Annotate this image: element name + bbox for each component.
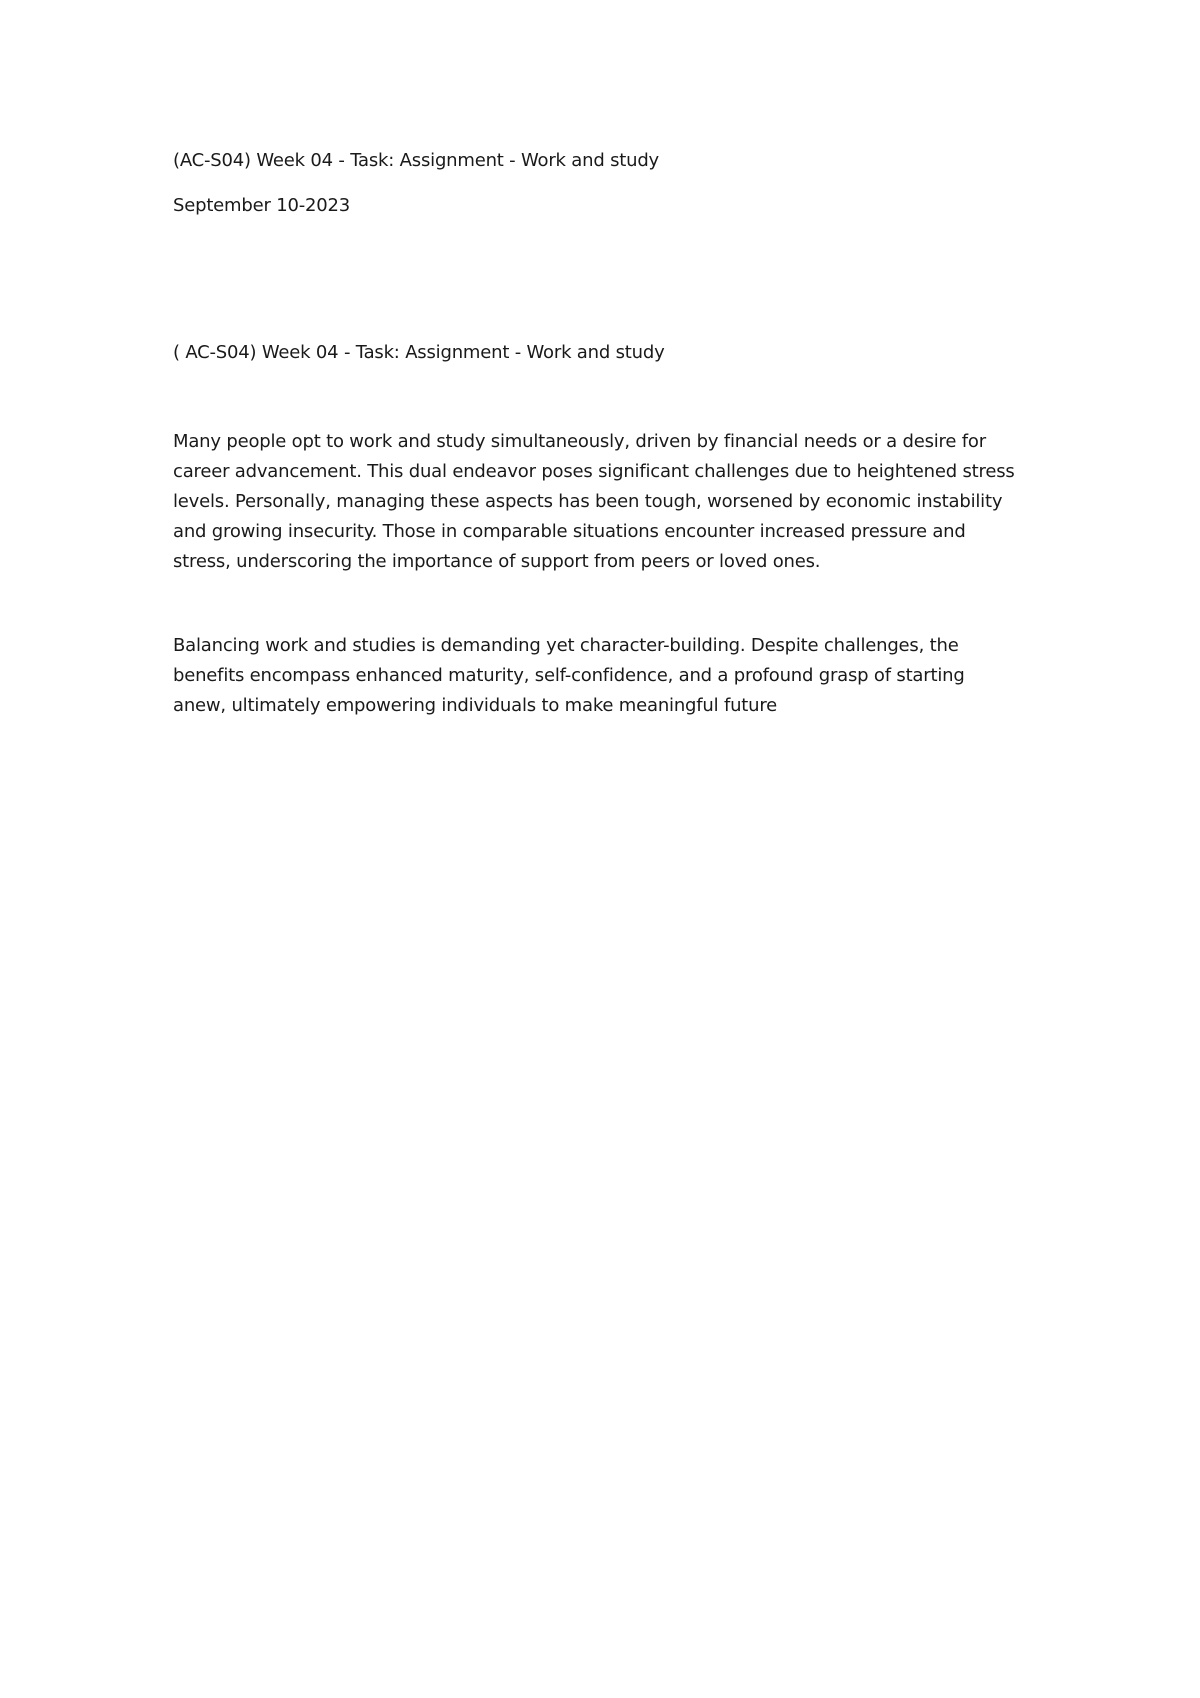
- paragraph-line: career advancement. This dual endeavor poses significant challenges due to heightened stress: [173, 461, 1015, 482]
- paragraph-2: [173, 631, 1053, 721]
- paragraph-line: stress, underscoring the importance of support from peers or loved ones.: [173, 551, 821, 572]
- section-title: ( AC-S04) Week 04 - Task: Assignment - Work and study: [173, 342, 665, 363]
- paragraph-1: [173, 427, 1053, 577]
- paragraph-line: levels. Personally, managing these aspects has been tough, worsened by economic instability: [173, 491, 1003, 512]
- paragraph-line: Many people opt to work and study simultaneously, driven by financial needs or a desire for: [173, 431, 986, 452]
- document-content: [173, 146, 1053, 721]
- paragraph-line: Balancing work and studies is demanding yet character-building. Despite challenges, the: [173, 635, 959, 656]
- paragraph-line: and growing insecurity. Those in comparable situations encounter increased pressure and: [173, 521, 966, 542]
- document-date: September 10-2023: [173, 195, 351, 216]
- paragraph-line: anew, ultimately empowering individuals to make meaningful future: [173, 695, 778, 716]
- paragraph-line: benefits encompass enhanced maturity, self-confidence, and a profound grasp of starting: [173, 665, 965, 686]
- header-title: (AC-S04) Week 04 - Task: Assignment - Work and study: [173, 150, 659, 171]
